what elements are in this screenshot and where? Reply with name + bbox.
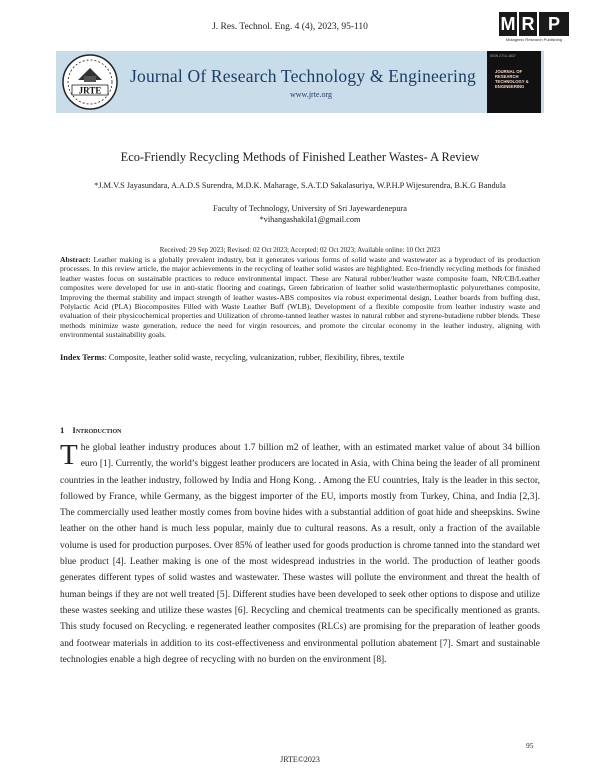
journal-seal-logo bbox=[60, 52, 120, 112]
footer-copyright: JRTE©2023 bbox=[280, 755, 320, 764]
affiliation-block bbox=[140, 204, 480, 225]
abstract-text: Leather making is a globally prevalent industry, but it generates various forms of solid waste and wastewater as a byproduct of its production processes. In this review article, the major achievements in the recycling of leather solid wastes are highlighted. Eco-friendly recycling methods for finished leather wastes focus on sustainable practices to reduce environmental impact. These are Natural rubber/leather waste composite foam, NR/CB/Leather composites were developed for use in anti-static flooring and coatings, Green fabrication of leather solid waste/thermoplastic polyurethanes composite, Improving the thermal stability and impact strength of leather wastes-ABS composites via robust experimental design, Leather boards from buffing dust, Polylactic Acid (PLA) Biocomposites Filled with Waste Leather Buff (WLB), Development of a flexible composite from leather industry waste and evaluation of their physicochemical properties and Utilization of chrome-tanned leather wastes in natural rubber and styrene-butadiene rubber blends. These methods minimize waste generation, reduce the need for virgin resources, and promote the circular economy in the leather industry, aligning with environmental sustainability goals. bbox=[60, 255, 540, 340]
publisher-tagline: Mutagenic Research Publishing bbox=[505, 37, 563, 42]
corresponding-email[interactable]: *vihangashakila1@gmail.com bbox=[259, 214, 361, 224]
section-number: 1 bbox=[60, 425, 65, 435]
index-terms-text: : Composite, leather solid waste, recycling, vulcanization, rubber, flexibility, fibres, textile bbox=[104, 353, 405, 362]
cover-issn: ISSN 2714-1837 bbox=[490, 54, 516, 58]
cover-title: JOURNAL OF RESEARCH TECHNOLOGY & ENGINEERING bbox=[495, 69, 529, 89]
journal-cover-thumbnail bbox=[487, 51, 541, 113]
affiliation: Faculty of Technology, University of Sri Jayewardenepura bbox=[213, 204, 407, 213]
index-terms-label: Index Terms bbox=[60, 353, 105, 362]
introduction-text: he global leather industry produces about 1.7 billion m2 of leather, with an estimated market value of about 34 billion euro [1]. Currently, the world’s biggest leather producers are located in Asia, with China being the leader of all prominent countries in the leather industry, followed by India and Hong Kong. . Among the EU countries, Italy is the leader in this sector, followed by France, while Germany, as the biggest importer of the EU, imports mostly from Turkey, China, and India [2,3]. The commercially used leather mostly comes from bovine hides with a substantial addition of goat hide and sheepskins. Swine leather on the other hand is much less popular, mainly due to cultural reasons. As a result, only a fraction of the available volume is used for production purposes. Over 85% of leather used for goods production is chrome tanned into the standard wet blue product [4]. Leather making is one of the most widespread industries in the world. The production of leather goods generates different types of solid wastes and wastewater. These wastes will pollute the environment and threat the health of human beings if they are not well treated [5]. Different studies have been developed to seek other options to dispose and utilize these wastes seeking and utilize these wastes [6]. Recycling and chemical treatments can be specifically mentioned as grants. This study focused on Recycling. e regenerated leather composites (RLCs) are promising for the preparation of leather goods and footwear materials in addition to its cost-effectiveness and environmental pollution abatement [7]. Smart and sustainable technologies enable a high degree of recycling with no burden on the environment [8]. bbox=[60, 443, 540, 665]
introduction-body bbox=[60, 440, 540, 668]
svg-text:JRTE: JRTE bbox=[78, 85, 102, 96]
index-terms bbox=[60, 353, 540, 362]
publication-dates: Received: 29 Sep 2023; Revised: 02 Oct 2023; Accepted: 02 Oct 2023; Available online: 10 Oct 2023 bbox=[159, 247, 441, 254]
abstract-label: Abstract: bbox=[60, 255, 91, 264]
article-title: Eco-Friendly Recycling Methods of Finished Leather Wastes- A Review bbox=[120, 150, 480, 164]
publisher-logo: M R P Mutagenic Research Publishing bbox=[499, 12, 581, 42]
journal-url[interactable]: www.jrte.org bbox=[290, 90, 332, 99]
section-title: Introduction bbox=[72, 425, 122, 435]
abstract bbox=[60, 255, 540, 340]
page-number: 95 bbox=[526, 741, 534, 750]
drop-cap: T bbox=[60, 439, 78, 471]
section-heading bbox=[60, 425, 122, 435]
journal-reference: J. Res. Technol. Eng. 4 (4), 2023, 95-110 bbox=[212, 22, 368, 32]
author-list: *J.M.V.S Jayasundara, A.A.D.S Surendra, M.D.K. Maharage, S.A.T.D Sakalasuriya, W.P.H.P Wijesurendra, B.K.G Bandula bbox=[94, 181, 506, 190]
banner-journal-title: Journal Of Research Technology & Engineering bbox=[130, 66, 476, 86]
